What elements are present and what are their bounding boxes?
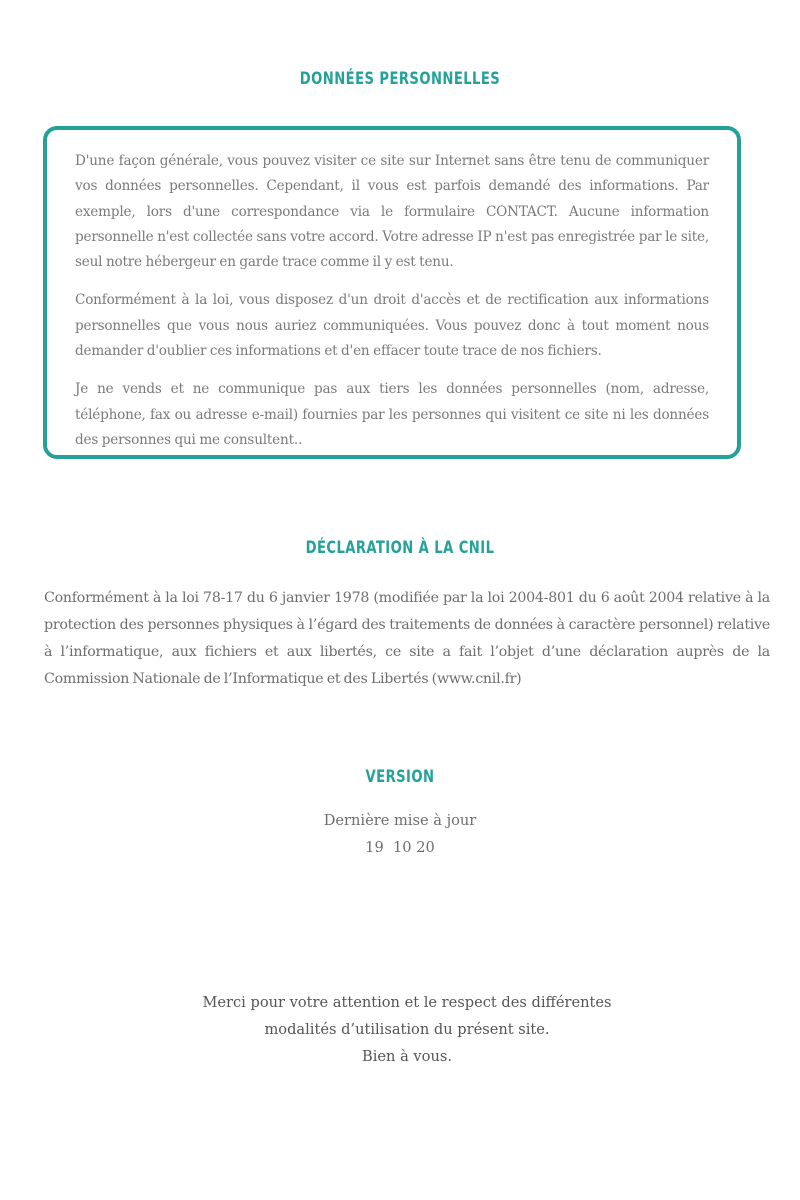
donnees-paragraph-3: Je ne vends et ne communique pas aux tiers les données personnelles (nom, adresse, téléphone, fax ou adresse e-mail) fournies par les personnes qui visitent ce site ni les données des personnes qui me consultent..	[75, 381, 709, 448]
section-title-version: VERSION	[365, 767, 435, 787]
closing-line-1: Merci pour votre attention et le respect des différentes	[202, 994, 612, 1011]
donnees-paragraph-2: Conformément à la loi, vous disposez d'un droit d'accès et de rectification aux informations personnelles que vous nous auriez communiquées. Vous pouvez donc à tout moment nous demander d'oublier ces informations et d'en effacer toute trace de nos fichiers.	[75, 292, 709, 360]
closing-line-3: Bien à vous.	[362, 1048, 452, 1065]
closing-line-2: modalités d’utilisation du présent site.	[264, 1021, 550, 1038]
version-block	[0, 807, 800, 861]
version-date: 19 10 20	[365, 839, 435, 856]
closing-message	[0, 989, 800, 1070]
section-title-declaration-cnil: DÉCLARATION À LA CNIL	[305, 538, 495, 558]
donnees-personnelles-box	[43, 126, 741, 459]
version-label: Dernière mise à jour	[323, 812, 477, 829]
cnil-declaration-text: Conformément à la loi 78-17 du 6 janvier 1978 (modifiée par la loi 2004-801 du 6 août 2004 relative à la protection des personnes physiques à l’égard des traitements de données à caractère personnel) relative à l’informatique, aux fichiers et aux libertés, ce site a fait l’objet d’une déclaration auprès de la Commission Nationale de l’Informatique et des Libertés (www.cnil.fr)	[44, 590, 770, 687]
section-title-donnees-personnelles: DONNÉES PERSONNELLES	[299, 69, 501, 89]
donnees-paragraph-1: D'une façon générale, vous pouvez visiter ce site sur Internet sans être tenu de communiquer vos données personnelles. Cependant, il vous est parfois demandé des informations. Par exemple, lors d'une correspondance via le formulaire CONTACT. Aucune information personnelle n'est collectée sans votre accord. Votre adresse IP n'est pas enregistrée par le site, seul notre hébergeur en garde trace comme il y est tenu.	[75, 153, 709, 271]
